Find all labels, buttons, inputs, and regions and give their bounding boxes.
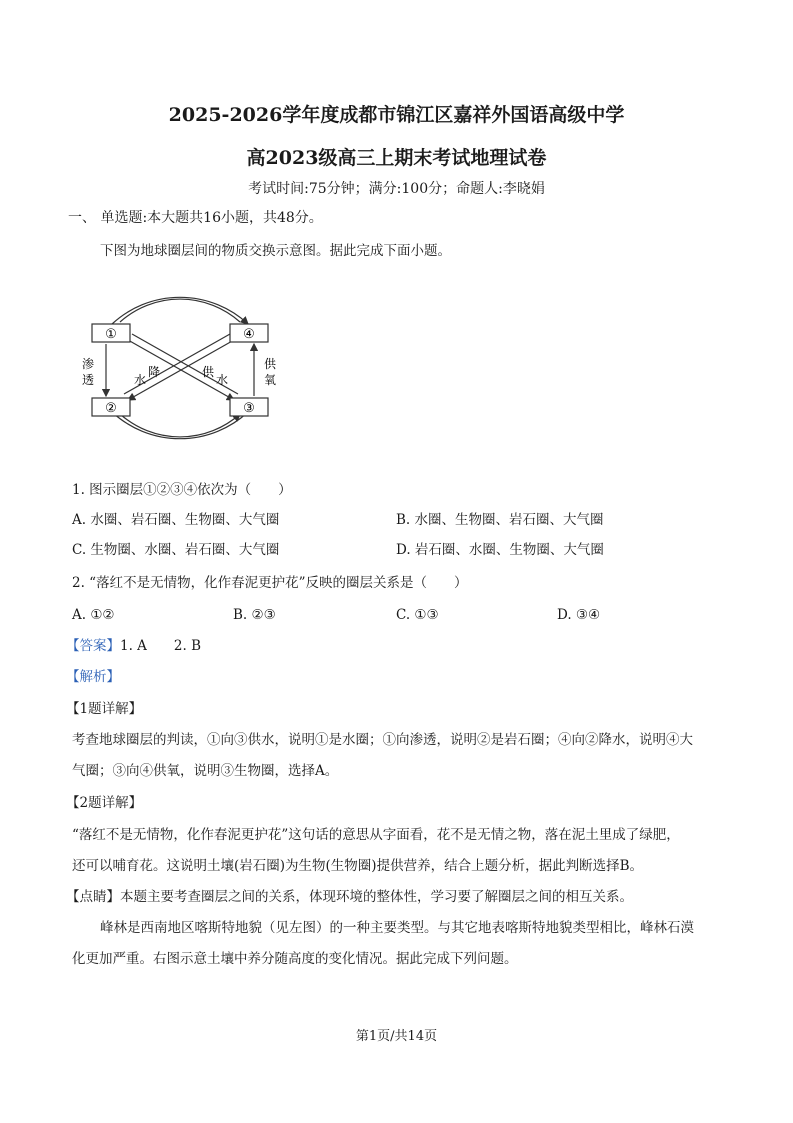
- q1-option-b: B. 水圈、生物圈、岩石圈、大气圈: [396, 512, 604, 528]
- box-1-label: ①: [105, 327, 117, 342]
- q2-stem: 2. “落红不是无情物，化作春泥更护花”反映的圈层关系是（ ）: [72, 575, 468, 591]
- q2-detail-line2: 还可以哺育花。这说明土壤(岩石圈)为生物(生物圈)提供营养，结合上题分析，据此判断选择B。: [72, 858, 643, 874]
- answer-line: [66, 637, 201, 655]
- q2-detail-line1: “落红不是无情物，化作春泥更护花”这句话的意思从字面看，花不是无情之物，落在泥土里成了绿肥，: [72, 827, 680, 843]
- q1-detail-tag: 【1题详解】: [66, 701, 143, 717]
- q2-option-b: B. ②③: [233, 607, 276, 623]
- answer-text: 1. A 2. B: [120, 638, 202, 654]
- label-seep-1: 渗: [81, 357, 95, 371]
- next-intro-line2: 化更加严重。右图示意土壤中养分随高度的变化情况。据此完成下列问题。: [72, 951, 518, 967]
- label-seep-2: 透: [81, 373, 95, 387]
- exam-info: 考试时间:75分钟；满分:100分；命题人:李晓娟: [248, 181, 545, 197]
- answer-tag: 【答案】: [66, 638, 120, 654]
- analysis-tag: 【解析】: [66, 669, 120, 685]
- label-supply-2: 水: [215, 373, 229, 387]
- sphere-exchange-diagram: [70, 284, 290, 444]
- q2-option-c: C. ①③: [396, 607, 439, 623]
- box-3-label: ③: [243, 401, 255, 416]
- q2-option-a: A. ①②: [72, 607, 115, 623]
- q1-stem: 1. 图示圈层①②③④依次为（ ）: [72, 482, 292, 498]
- box-2-label: ②: [105, 401, 117, 416]
- q1-detail-line2: 气圈；③向④供氧，说明③生物圈，选择A。: [72, 763, 339, 779]
- exam-title-line2: 高2023级高三上期末考试地理试卷: [246, 147, 547, 169]
- q1-option-d: D. 岩石圈、水圈、生物圈、大气圈: [396, 542, 604, 558]
- box-4-label: ④: [243, 327, 255, 342]
- label-supply-1: 供: [201, 365, 215, 379]
- q1-option-c: C. 生物圈、水圈、岩石圈、大气圈: [72, 542, 280, 558]
- point-tag: 【点睛】: [66, 889, 120, 905]
- exam-title-line1: 2025-2026学年度成都市锦江区嘉祥外国语高级中学: [168, 104, 625, 126]
- label-oxygen-1: 供: [263, 357, 277, 371]
- section-heading: 一、 单选题:本大题共16小题，共48分。: [68, 210, 323, 226]
- page-number: 第1页/共14页: [355, 1029, 438, 1044]
- next-intro-line1: 峰林是西南地区喀斯特地貌（见左图）的一种主要类型。与其它地表喀斯特地貌类型相比，峰林石漠: [100, 920, 694, 936]
- point-line: [66, 888, 633, 906]
- q2-detail-tag: 【2题详解】: [66, 795, 143, 811]
- label-precip-2: 降: [147, 365, 161, 379]
- point-text: 本题主要考查圈层之间的关系，体现环境的整体性，学习要了解圈层之间的相互关系。: [120, 889, 633, 905]
- q1-option-a: A. 水圈、岩石圈、生物圈、大气圈: [72, 512, 280, 528]
- q1-detail-line1: 考查地球圈层的判读，①向③供水，说明①是水圈；①向渗透，说明②是岩石圈；④向②降水，说明④大: [72, 732, 693, 748]
- label-oxygen-2: 氧: [263, 373, 277, 387]
- section-intro: 下图为地球圈层间的物质交换示意图。据此完成下面小题。: [100, 243, 451, 259]
- q2-option-d: D. ③④: [557, 607, 601, 623]
- label-precip-1: 水: [133, 373, 147, 387]
